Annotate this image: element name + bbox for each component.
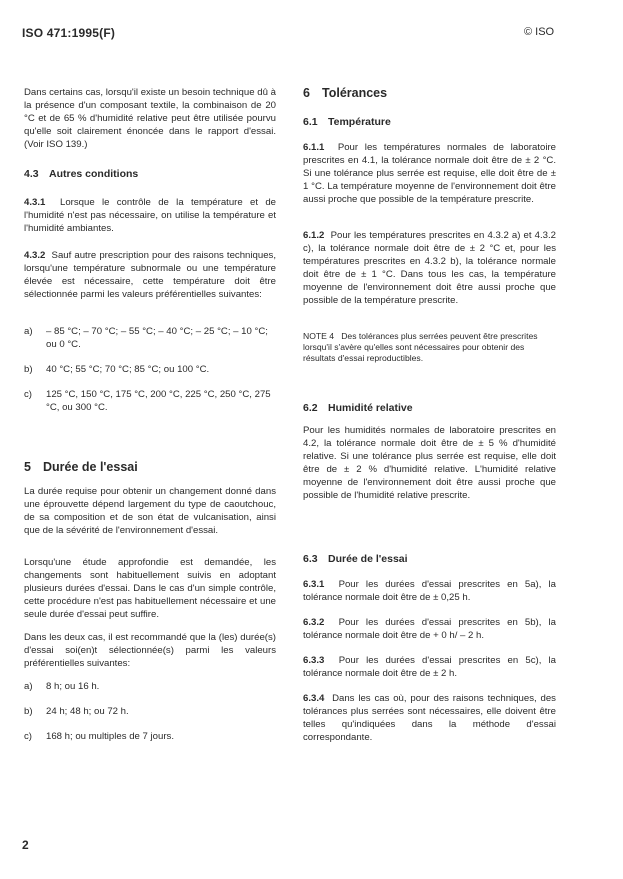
list-item	[24, 326, 276, 352]
paragraph-text: La durée requise pour obtenir un changement donné dans une éprouvette dépend largement du type de caoutchouc, de sa composition et de son état de vulcanisation, ainsi que de la sévérité de l'environnement d'essai.	[24, 486, 276, 536]
heading-5	[24, 461, 276, 474]
clause-6-3-3	[303, 655, 556, 681]
paragraph-5-2	[24, 557, 276, 622]
clause-text: Sauf autre prescription pour des raisons techniques, lorsqu'une température subnormale ou une température élevée est nécessaire, cette température doit être sélectionnée parmi les valeurs préférentielles suivantes:	[24, 250, 276, 300]
paragraph-5-3	[24, 632, 276, 671]
heading-6	[303, 87, 556, 100]
heading-number: 4.3	[24, 168, 39, 180]
clause-number: 4.3.1	[24, 197, 46, 208]
list-text: 125 °C, 150 °C, 175 °C, 200 °C, 225 °C, 250 °C, 275 °C, ou 300 °C.	[46, 389, 271, 413]
heading-number: 6.2	[303, 402, 318, 414]
clause-number: 6.1.1	[303, 142, 325, 153]
heading-title: Tolérances	[322, 86, 388, 100]
clause-text: Pour les durées d'essai prescrites en 5a), la tolérance normale doit être de ± 0,25 h.	[303, 579, 556, 603]
list-item	[24, 681, 276, 694]
list-text: 168 h; ou multiples de 7 jours.	[46, 731, 174, 742]
intro-text: Dans certains cas, lorsqu'il existe un besoin technique dû à la présence d'un composant textile, la combinaison de 20 °C et de 65 % d'humidité relative peut être utilisée pourvu qu'elle soit clairement énoncée dans le rapport d'essai. (Voir ISO 139.)	[24, 87, 276, 150]
list-label: a)	[24, 326, 33, 337]
clause-4-3-1	[24, 197, 276, 236]
list-label: c)	[24, 731, 32, 742]
list-text: 24 h; 48 h; ou 72 h.	[46, 706, 129, 717]
paragraph-6-2	[303, 425, 556, 502]
paragraph-text: Dans les deux cas, il est recommandé que la (les) durée(s) d'essai soi(en)t sélectionnée(s) parmi les valeurs préférentielles suivantes:	[24, 632, 276, 669]
clause-number: 6.3.1	[303, 579, 325, 590]
note-4	[303, 331, 556, 365]
heading-title: Température	[328, 116, 391, 128]
note-label: NOTE 4	[303, 331, 335, 341]
clause-text: Pour les durées d'essai prescrites en 5c), la tolérance normale doit être de ± 2 h.	[303, 655, 556, 679]
list-label: b)	[24, 706, 33, 717]
clause-number: 6.1.2	[303, 230, 325, 241]
paragraph-text: Pour les humidités normales de laboratoire prescrites en 4.2, la tolérance normale doit être de ± 5 % d'humidité relative. Si une tolérance plus serrée est requise, elle doit être de ± 2 % d'humidité relative. L'humidité relative moyenne de l'environnement doit être aussi proche que possible de l'humidité relative prescrite.	[303, 425, 556, 501]
heading-4-3	[24, 168, 276, 181]
heading-6-3	[303, 553, 556, 566]
clause-4-3-2	[24, 250, 276, 302]
list-label: b)	[24, 364, 33, 375]
paragraph-text: Lorsqu'une étude approfondie est demandée, les changements sont habituellement suivis en adoptant plusieurs durées d'essai. Dans le cas d'un simple contrôle, cette procédure n'est pas habituellement nécessaire et une seule durée d'essai peut suffire.	[24, 557, 276, 620]
list-item	[24, 706, 276, 719]
list-label: c)	[24, 389, 32, 400]
heading-number: 6.3	[303, 553, 318, 565]
list-text: – 85 °C; – 70 °C; – 55 °C; – 40 °C; – 25 °C; – 10 °C; ou 0 °C.	[46, 326, 268, 350]
document-id: ISO 471:1995(F)	[22, 26, 116, 40]
list-text: 8 h; ou 16 h.	[46, 681, 100, 692]
heading-number: 5	[24, 460, 31, 474]
list-text: 40 °C; 55 °C; 70 °C; 85 °C; ou 100 °C.	[46, 364, 210, 375]
list-item	[24, 364, 276, 377]
clause-6-1-1	[303, 142, 556, 207]
note-text: Des tolérances plus serrées peuvent être prescrites lorsqu'il s'avère qu'elles sont nécessaires pour obtenir des résultats d'essai reproductibles.	[303, 331, 538, 364]
clause-text: Pour les durées d'essai prescrites en 5b), la tolérance normale doit être de + 0 h/ – 2 h.	[303, 617, 556, 641]
clause-text: Pour les températures normales de laboratoire prescrites en 4.1, la tolérance normale doit être de ± 2 °C. Si une tolérance plus serrée est requise, elle doit être de ± 1 °C. La température moyenne de l'environnement doit être aussi proche que possible de la température prescrite.	[303, 142, 556, 205]
list-item	[24, 731, 276, 744]
clause-6-3-2	[303, 617, 556, 643]
heading-6-1	[303, 116, 556, 129]
heading-title: Humidité relative	[328, 402, 413, 414]
heading-6-2	[303, 402, 556, 415]
heading-title: Durée de l'essai	[43, 460, 138, 474]
clause-text: Lorsque le contrôle de la température et de l'humidité n'est pas nécessaire, on utilise la température et l'humidité ambiantes.	[24, 197, 276, 234]
page-number: 2	[22, 838, 29, 852]
clause-6-3-1	[303, 579, 556, 605]
copyright-mark: © ISO	[524, 26, 555, 38]
heading-number: 6	[303, 86, 310, 100]
heading-title: Durée de l'essai	[328, 553, 408, 565]
heading-title: Autres conditions	[49, 168, 139, 180]
intro-paragraph	[24, 87, 276, 152]
list-item	[24, 389, 276, 415]
clause-6-1-2	[303, 230, 556, 307]
clause-number: 6.3.2	[303, 617, 325, 628]
clause-text: Dans les cas où, pour des raisons techniques, des tolérances plus serrées sont nécessaires, elle doivent être telles qu'indiquées dans la méthode d'essai correspondante.	[303, 693, 556, 743]
list-label: a)	[24, 681, 33, 692]
paragraph-5-1	[24, 486, 276, 538]
clause-6-3-4	[303, 693, 556, 745]
clause-number: 6.3.3	[303, 655, 325, 666]
clause-number: 6.3.4	[303, 693, 325, 704]
clause-number: 4.3.2	[24, 250, 46, 261]
clause-text: Pour les températures prescrites en 4.3.2 a) et 4.3.2 c), la tolérance normale doit être de ± 2 °C et, pour les températures prescrites en 4.3.2 b), la tolérance normale doit être de ± 1 °C. Dans tous les cas, la température moyenne de l'environnement doit être aussi proche que possible de la température prescrite.	[303, 230, 556, 306]
heading-number: 6.1	[303, 116, 318, 128]
